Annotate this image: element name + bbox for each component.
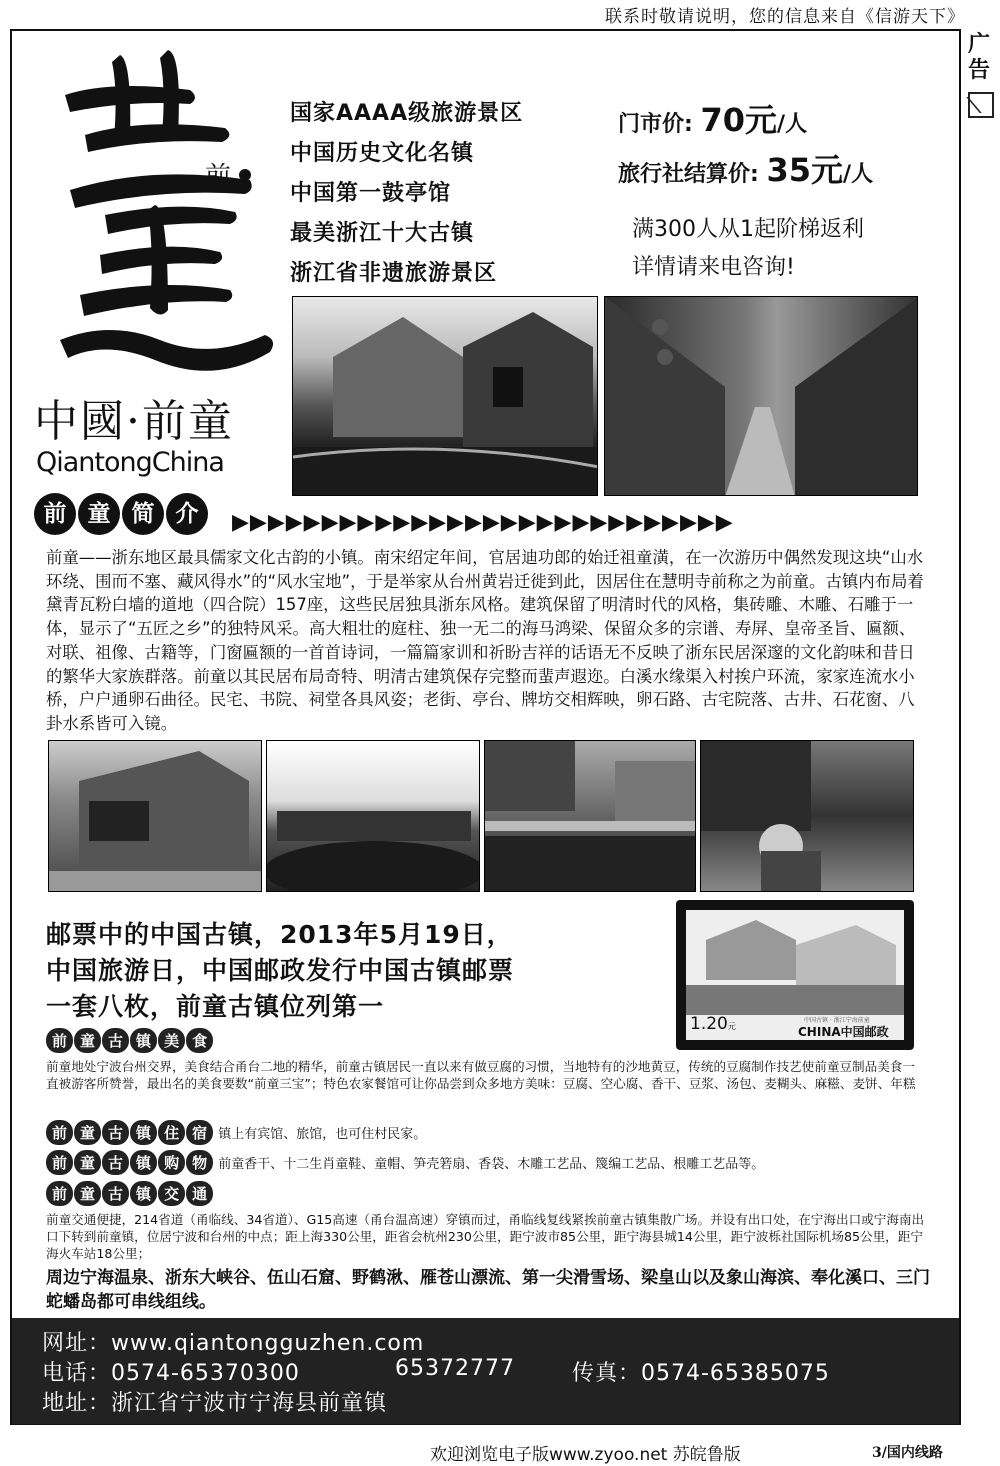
tag-3: 中国第一鼓亭馆 xyxy=(290,181,452,206)
tag-1: 国家AAAA级旅游景区 xyxy=(290,101,524,126)
intro-heading: 前 童 简 介 xyxy=(34,493,210,535)
contact-footer xyxy=(12,1318,959,1424)
shop-row: 前 童 古 镇 购 物 前童香干、十二生肖童鞋、童帽、笋壳箬扇、香袋、木雕工艺品、篾编工艺品、根雕工艺品等。 xyxy=(46,1150,764,1175)
phone: 电话：0574-65370300 xyxy=(42,1361,300,1386)
photo-old-street xyxy=(604,296,918,496)
promo-line-1: 满300人从1起阶梯返利 xyxy=(632,217,864,242)
agency-price-value: 35元 xyxy=(766,151,844,189)
food-label: 前 童 古 镇 美 食 xyxy=(46,1028,214,1053)
intro-text: 前童——浙东地区最具儒家文化古韵的小镇。南宋绍定年间，官居迪功郎的始迁祖童潢，在一次游历中偶然发现这块“山水环绕、围而不塞、藏风得水”的“风水宝地”，于是举家从台州黄岩迁徙到此，因居住在慧明寺前称之为前童。古镇内布局着黛青瓦粉白墙的道地（四合院）157座，这些民居独具浙东风格。建筑保留了明清时代的风格，集砖雕、木雕、石雕于一体，显示了“五匠之乡”的独特风采。高大粗壮的庭柱、独一无二的海马鸿梁、保留众多的宗谱、寿屏、皇帝圣旨、匾额、对联、祖像、古籍等，门窗匾额的一首首诗词，一篇篇家训和祈盼吉祥的话语无不反映了浙东民居深邃的文化韵味和昔日的繁华大家族群落。前童以其民居布局奇特、明清古建筑保存完整而蜚声遐迩。白溪水缘渠入村挨户环流，家家连流水小桥，户户通卵石曲径。民宅、书院、祠堂各具风姿；老街、亭台、牌坊交相辉映，卵石路、古宅院落、古井、石花窗、八卦水系皆可入镜。 xyxy=(46,548,924,733)
shop-text: 前童香干、十二生肖童鞋、童帽、笋壳箬扇、香袋、木雕工艺品、篾编工艺品、根雕工艺品等。 xyxy=(218,1157,765,1172)
stay-row: 前 童 古 镇 住 宿 镇上有宾馆、旅馆，也可住村民家。 xyxy=(46,1120,426,1145)
stamp-value: 1.20元 xyxy=(690,1014,736,1034)
photo-courtyard-wall xyxy=(48,740,262,892)
phone-2: 65372777 xyxy=(395,1356,515,1381)
footer-note: 欢迎浏览电子版www.zyoo.net 苏皖鲁版 xyxy=(430,1445,741,1465)
photo-plaza xyxy=(266,740,480,892)
stamp-issuer: CHINA中国邮政 xyxy=(798,1025,889,1039)
stay-text: 镇上有宾馆、旅馆，也可住村民家。 xyxy=(218,1127,427,1142)
stamp-caption: 中国古镇 · 浙江宁海前童 xyxy=(804,1017,870,1024)
brand-name-cn: 中國·前童 xyxy=(34,396,234,447)
page-number: 3/国内线路 xyxy=(872,1445,943,1461)
side-ad-label: 广告 xyxy=(967,32,990,83)
photo-washing xyxy=(700,740,914,892)
brand-name-en: QiantongChina xyxy=(36,447,224,478)
stamp-headline: 邮票中的中国古镇，2013年5月19日， 中国旅游日，中国邮政发行中国古镇邮票 一套八枚，前童古镇位列第一 xyxy=(46,920,515,1021)
logo-small-char: 前 xyxy=(205,162,232,192)
calligraphy-logo xyxy=(50,40,280,380)
photo-canal-houses xyxy=(292,296,598,496)
website[interactable]: 网址：www.qiantongguzhen.com xyxy=(42,1331,425,1356)
promo-line-2: 详情请来电咨询! xyxy=(632,255,795,280)
arrow-divider: ▶▶▶▶▶▶▶▶▶▶▶▶▶▶▶▶▶▶▶▶▶▶▶▶▶▶▶▶ xyxy=(232,510,734,535)
traffic-label: 前 童 古 镇 交 通 xyxy=(46,1181,214,1206)
address: 地址：浙江省宁波市宁海县前童镇 xyxy=(42,1391,388,1416)
door-price: 门市价: 70元/人 xyxy=(618,101,808,139)
stamp-image xyxy=(676,900,914,1050)
traffic-text: 前童交通便捷，214省道（甬临线、34省道）、G15高速（甬台温高速）穿镇而过，甬临线复线紧挨前童古镇集散广场。并设有出口处，在宁海出口或宁海南出口下转到前童镇，位居宁波和台州的中点；距上海330公里，距省会杭州230公里，距宁波市85公里，距宁海县城14公里，距宁波栎社国际机场85公里，距宁海火车站18公里； xyxy=(46,1212,925,1261)
agency-price: 旅行社结算价: 35元/人 xyxy=(618,151,874,189)
fax: 传真：0574-65385075 xyxy=(572,1361,830,1386)
nearby-attractions: 周边宁海温泉、浙东大峡谷、伍山石窟、野鹤湫、雁苍山漂流、第一尖滑雪场、梁皇山以及象山海滨、奉化溪口、三门蛇蟠岛都可串线组线。 xyxy=(46,1268,930,1312)
header-note: 联系时敬请说明，您的信息来自《信游天下》 xyxy=(605,7,965,27)
door-price-value: 70元 xyxy=(700,101,778,139)
tag-5: 浙江省非遗旅游景区 xyxy=(290,261,498,286)
tag-2: 中国历史文化名镇 xyxy=(290,141,475,166)
tag-4: 最美浙江十大古镇 xyxy=(290,221,475,246)
photo-stream xyxy=(484,740,696,892)
side-ad-icon xyxy=(968,92,994,118)
food-text: 前童地处宁波台州交界，美食结合甬台二地的精华，前童古镇居民一直以来有做豆腐的习惯，当地特有的沙地黄豆，传统的豆腐制作技艺使前童豆制品美食一直被游客所赞誉，最出名的美食要数“前童三宝”；特色农家餐馆可让你品尝到众多地方美味：豆腐、空心腐、香干、豆浆、汤包、麦糊头、麻糍、麦饼、年糕 xyxy=(46,1059,916,1091)
